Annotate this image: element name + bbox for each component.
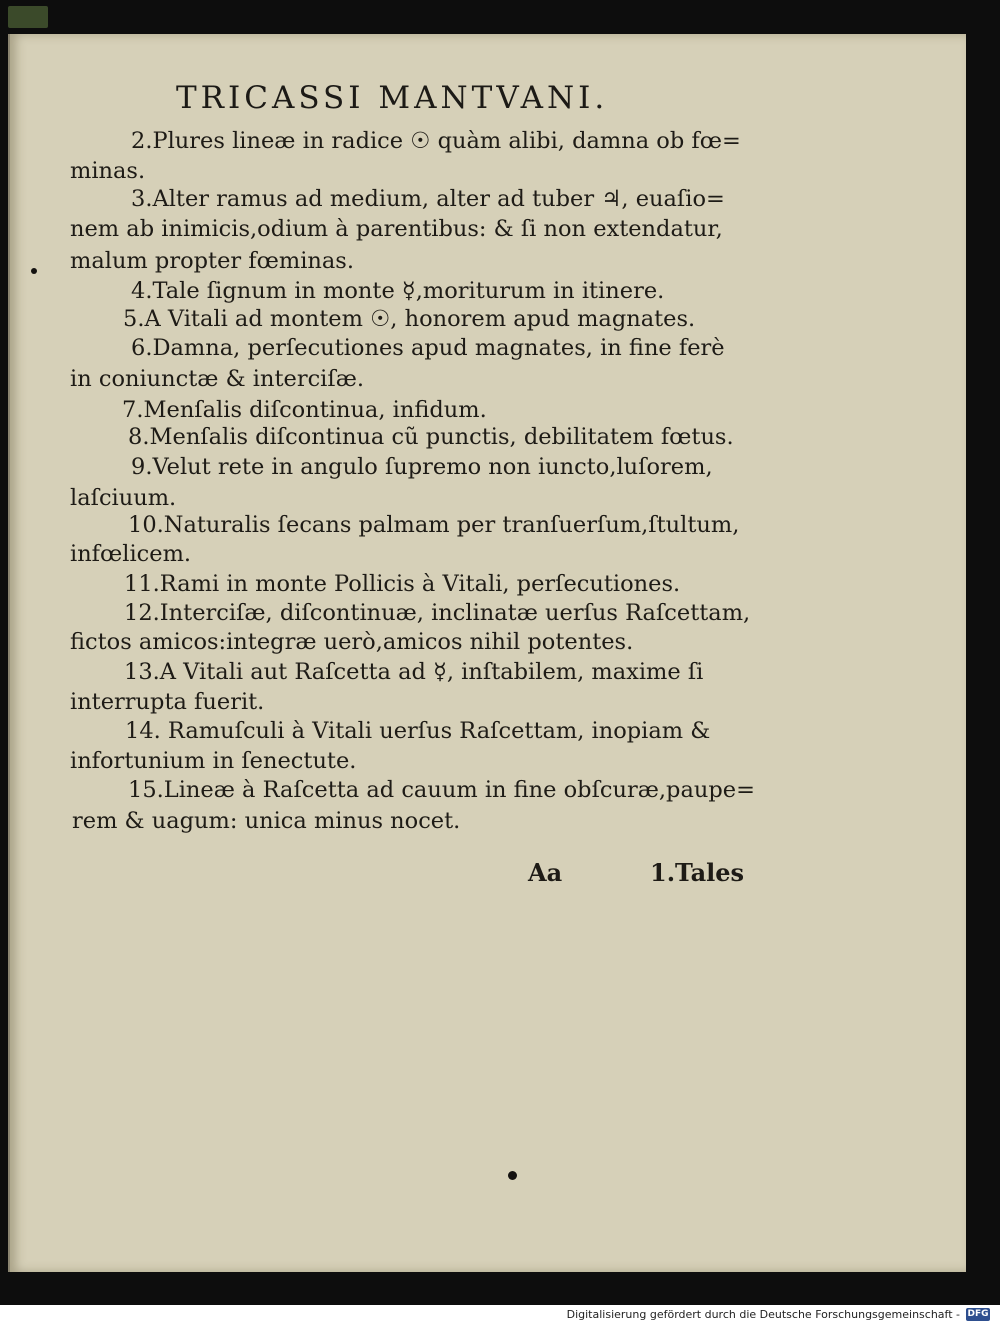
text-line: infortunium in ſenectute. (70, 748, 357, 774)
text-line: 10.Naturalis ſecans palmam per tranſuerſum,ſtultum, (128, 512, 740, 538)
text-line: 12.Interciſæ, diſcontinuæ, inclinatæ uerſus Raſcettam, (124, 600, 751, 626)
text-line: 13.A Vitali aut Raſcetta ad ☿, inſtabilem, maxime ſi (124, 659, 704, 685)
text-line: 11.Rami in monte Pollicis à Vitali, perſecutiones. (124, 571, 681, 597)
text-line: 14. Ramuſculi à Vitali uerſus Raſcettam, inopiam & (125, 718, 711, 744)
dfg-logo-icon: DFG (967, 1309, 989, 1319)
text-line: 7.Menſalis diſcontinua, infidum. (122, 397, 487, 423)
text-line: 15.Lineæ à Raſcetta ad cauum in fine obſcuræ,paupe= (128, 777, 755, 803)
text-line: 6.Damna, perſecutiones apud magnates, in fine ferè (131, 335, 725, 361)
text-line: interrupta fuerit. (70, 689, 265, 715)
ink-dot (508, 1171, 517, 1180)
text-line: laſciuum. (70, 485, 177, 511)
text-line: malum propter fœminas. (70, 248, 355, 274)
text-line: 5.A Vitali ad montem ☉, honorem apud magnates. (123, 306, 696, 332)
running-head: TRICASSI MANTVANI. (176, 80, 609, 116)
text-line: 4.Tale ſignum in monte ☿,moriturum in itinere. (131, 278, 665, 304)
text-line: infœlicem. (70, 541, 192, 567)
text-line: 3.Alter ramus ad medium, alter ad tuber ♃, euaſio= (131, 186, 725, 212)
text-line: minas. (70, 158, 146, 184)
funding-credit: Digitalisierung gefördert durch die Deutsche Forschungsgemeinschaft - (566, 1308, 960, 1321)
text-line: rem & uagum: unica minus nocet. (72, 808, 461, 834)
footer (0, 1305, 1000, 1325)
text-line: 8.Menſalis diſcontinua cũ punctis, debilitatem fœtus. (128, 424, 734, 450)
text-line: nem ab inimicis,odium à parentibus: & ſi non extendatur, (70, 216, 723, 242)
corner-tab (8, 6, 48, 28)
catchword: 1.Tales (650, 858, 745, 887)
signature-mark: Aa (528, 858, 563, 887)
text-line: in coniunctæ & interciſæ. (70, 366, 365, 392)
ink-dot (31, 268, 37, 274)
text-line: 9.Velut rete in angulo ſupremo non iuncto,luſorem, (131, 454, 713, 480)
text-line: fictos amicos:integræ uerò,amicos nihil potentes. (70, 629, 634, 655)
text-line: 2.Plures lineæ in radice ☉ quàm alibi, damna ob fœ= (131, 128, 741, 154)
